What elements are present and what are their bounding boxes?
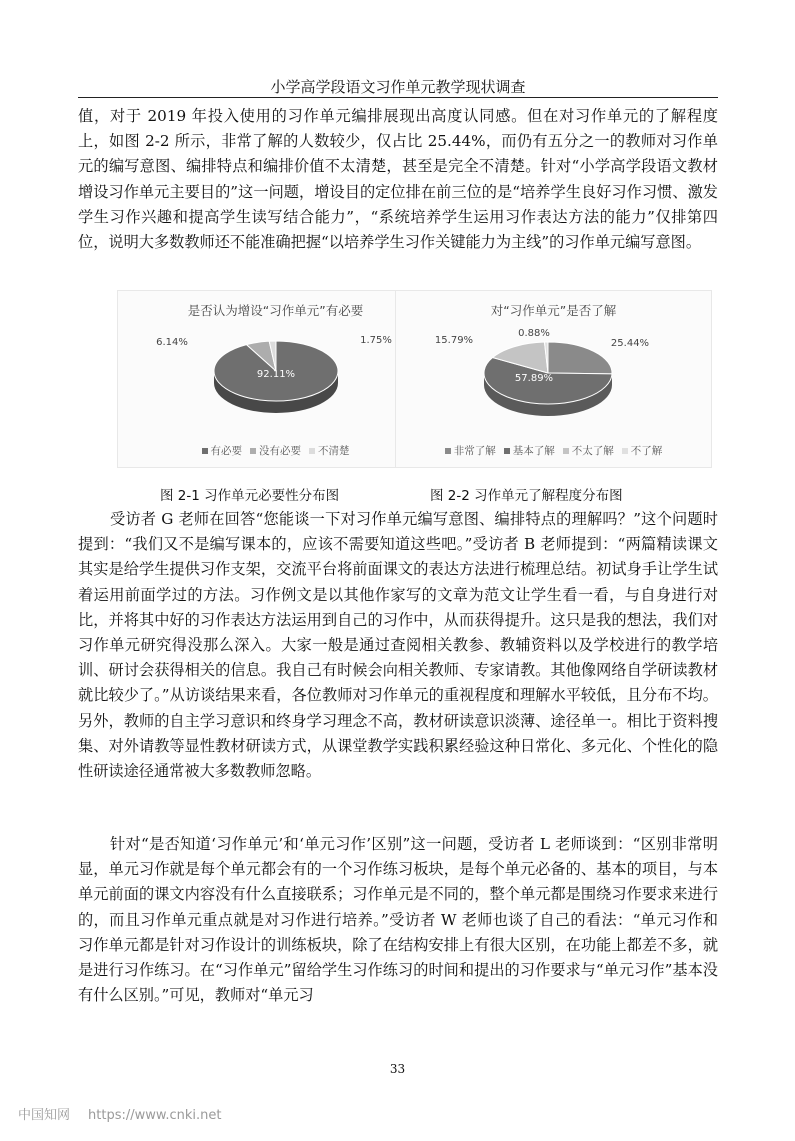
legend-swatch — [309, 448, 315, 454]
watermark-site: 中国知网 — [18, 1108, 71, 1123]
page-header: 小学高学段语文习作单元教学现状调查 — [270, 78, 526, 96]
paragraph-1: 值，对于 2019 年投入使用的习作单元编排展现出高度认同感。但在对习作单元的了解程度上，如图 2-2 所示，非常了解的人数较少，仅占比 25.44%，而仍有五分之一的教师对习作单元的编写意图、编排特点和编排价值不太清楚，甚至是完全不清楚。针对“小学高学段语文教材增设习作单元主要目的”这一问题，增设目的定位排在前三位的是“培养学生良好习作习惯、激发学生习作兴趣和提高学生读写结合能力”，“系统培养学生运用习作表达方法的能力”仅排第四位，说明大多数教师还不能准确把握“以培养学生习作关键能力为主线”的习作单元编写意图。 — [78, 107, 718, 252]
figure-caption-2: 图 2-2 习作单元了解程度分布图 — [430, 488, 623, 504]
legend-label: 基本了解 — [512, 445, 555, 457]
legend-item — [202, 445, 243, 457]
legend-label: 不太了解 — [571, 445, 614, 457]
data-label: 0.88% — [518, 328, 550, 339]
chart-title: 对“习作单元”是否了解 — [490, 303, 617, 318]
page-number: 33 — [389, 1062, 406, 1076]
legend-swatch — [250, 448, 256, 454]
legend-swatch — [622, 448, 628, 454]
chart-legend — [396, 443, 711, 458]
data-label: 1.75% — [360, 335, 392, 346]
header-rule — [78, 97, 718, 98]
data-label: 6.14% — [156, 337, 188, 348]
watermark — [18, 1104, 221, 1123]
legend-item — [250, 445, 301, 457]
legend-swatch — [202, 448, 208, 454]
chart-title: 是否认为增设“习作单元”有必要 — [187, 303, 364, 318]
legend-swatch — [445, 448, 451, 454]
chart-svg — [118, 291, 433, 467]
legend-swatch — [504, 448, 510, 454]
data-label: 92.11% — [256, 369, 296, 380]
legend-item — [622, 445, 663, 457]
legend-item — [445, 445, 496, 457]
legend-item — [504, 445, 555, 457]
chart-legend — [118, 443, 433, 458]
legend-label: 不了解 — [630, 445, 663, 457]
data-label: 57.89% — [514, 373, 554, 384]
figure-caption-1: 图 2-1 习作单元必要性分布图 — [160, 488, 340, 504]
paragraph-2: 受访者 G 老师在回答“您能谈一下对习作单元编写意图、编排特点的理解吗？”这个问题时提到：“我们又不是编写课本的，应该不需要知道这些吧。”受访者 B 老师提到：“两篇精读课文其实是给学生提供习作支架，交流平台将前面课文的表达方法进行梳理总结。初试身手让学生试着运用前面学过的方法。习作例文是以其他作家写的文章为范文让学生看一看，与自身进行对比，并将其中好的习作表达方法运用到自己的习作中，从而获得提升。这只是我的想法，我们对习作单元研究得没那么深入。大家一般是通过查阅相关教参、教辅资料以及学校进行的教学培训、研讨会获得相关的信息。我自己有时候会向相关教师、专家请教。其他像网络自学研读教材就比较少了。”从访谈结果来看，各位教师对习作单元的重视程度和理解水平较低，且分布不均。另外，教师的自主学习意识和终身学习理念不高，教材研读意识淡薄、途径单一。相比于资料搜集、对外请教等显性教材研读方式，从课堂教学实践积累经验这种日常化、多元化、个性化的隐性研读途径通常被大多数教师忽略。 — [78, 510, 718, 781]
paragraph-3: 针对“是否知道‘习作单元’和‘单元习作’区别”这一问题，受访者 L 老师谈到：“区别非常明显，单元习作就是每个单元都会有的一个习作练习板块，是每个单元必备的、基本的项目，与本单元前面的课文内容没有什么直接联系；习作单元是不同的，整个单元都是围绕习作要求来进行的，而且习作单元重点就是对习作进行培养。”受访者 W 老师也谈了自己的看法：“单元习作和习作单元都是针对习作设计的训练板块，除了在结构安排上有很大区别，在功能上都差不多，就是进行习作练习。在“习作单元”留给学生习作练习的时间和提出的习作要求与“单元习作”基本没有什么区别。”可见，教师对“单元习 — [78, 835, 718, 1005]
legend-item — [563, 445, 614, 457]
legend-label: 不清楚 — [318, 445, 350, 457]
chart-svg — [396, 291, 711, 467]
chart-understanding — [395, 290, 712, 468]
legend-label: 有必要 — [210, 445, 242, 457]
data-label: 25.44% — [610, 338, 650, 349]
watermark-url: https://www.cnki.net — [88, 1108, 222, 1123]
legend-item — [309, 445, 350, 457]
pie-slice — [548, 342, 612, 374]
legend-label: 非常了解 — [453, 445, 496, 457]
legend-label: 没有必要 — [259, 445, 301, 457]
chart-necessity — [117, 290, 434, 468]
legend-swatch — [563, 448, 569, 454]
data-label: 15.79% — [434, 335, 474, 346]
